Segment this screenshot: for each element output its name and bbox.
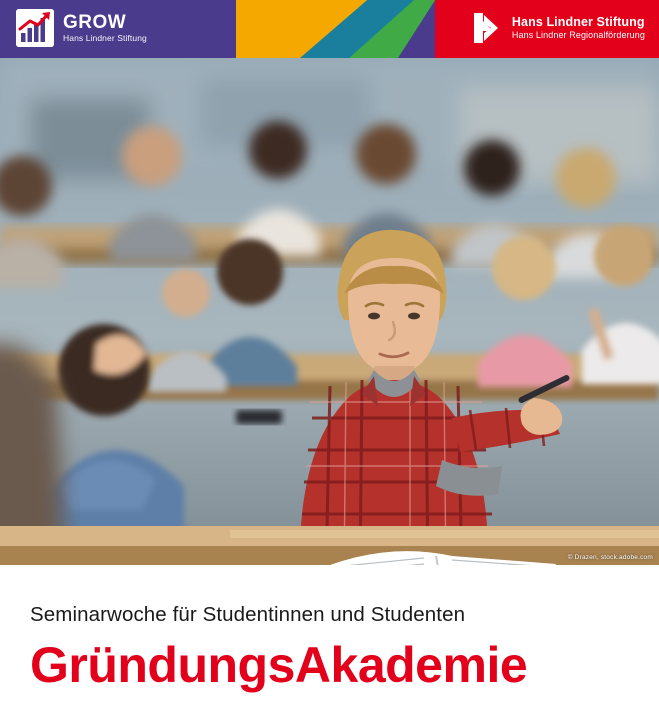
photo-credit: © Drazen, stock.adobe.com <box>567 554 653 561</box>
hans-lindner-stiftung-logo[interactable] <box>471 11 645 45</box>
hero-photo <box>0 58 659 565</box>
grow-logo-subtitle: Hans Lindner Stiftung <box>63 33 147 44</box>
bar-chart-arrow-icon <box>16 9 54 47</box>
hans-lindner-arrow-icon <box>471 11 503 45</box>
subtitle: Seminarwoche für Studentinnen und Studenten <box>30 603 466 626</box>
title-area <box>0 565 659 691</box>
page-title: GründungsAkademie <box>30 637 528 693</box>
header-bar <box>0 0 659 58</box>
grow-logo-name: GROW <box>63 12 127 34</box>
grow-logo[interactable] <box>16 9 147 47</box>
grow-logo-text <box>63 12 147 44</box>
hans-lindner-logo-name: Hans Lindner Stiftung <box>511 15 645 30</box>
hans-lindner-logo-subtitle: Hans Lindner Regionalförderung <box>511 30 645 41</box>
hans-lindner-logo-text <box>512 15 645 41</box>
